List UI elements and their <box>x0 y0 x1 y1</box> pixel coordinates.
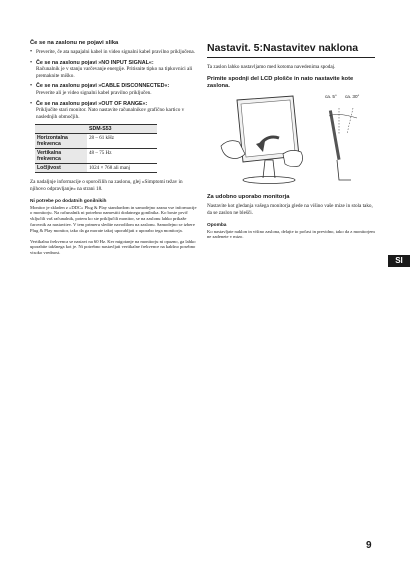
table-row-value: 1024 × 768 ali manj <box>87 164 157 173</box>
bullet-3 <box>30 83 198 96</box>
instruction-text: Primite spodnji del LCD plošče in nato nastavite kote zaslona. <box>207 76 354 90</box>
driver-note-heading: Ni potrebe po dodatnih gonilnikih <box>30 198 107 204</box>
tilt-illustration <box>219 94 365 186</box>
bullet-2-bold: Če se na zaslonu pojavi »NO INPUT SIGNAL«: <box>36 59 154 66</box>
bullet-2-text: Računalnik je v stanju varčevanje energije. Pritisnite tipko na tipkovnici ali premaknite miško. <box>36 66 193 79</box>
table-row-label: Ločljivost <box>35 164 87 173</box>
bullet-dot: • <box>30 49 33 55</box>
comfortable-use-text: Nastavite kot gledanja vašega monitorja glede na višino vaše mize in stola tako, da se zaslon ne blešči. <box>207 203 373 216</box>
table-row <box>35 149 157 164</box>
comfortable-use-heading: Za udobno uporabo monitorja <box>207 194 290 201</box>
angle-label-5: ca. 5° <box>325 94 337 100</box>
monitor-tilt-icon <box>219 94 365 186</box>
bullet-3-text: Preverite ali je video signalni kabel pravilno priključen. <box>36 89 152 96</box>
bullet-3-bold: Če se na zaslonu pojavi »CABLE DISCONNECTED«: <box>36 83 170 90</box>
bullet-2 <box>30 60 198 80</box>
frequency-table <box>35 124 157 173</box>
note-heading: Opomba <box>207 222 227 228</box>
table-row <box>35 164 157 173</box>
bullet-4-bold: Če se na zaslonu pojavi »OUT OF RANGE«: <box>36 100 148 107</box>
message-reference: Za nadaljnje informacije o sporočilih na zaslonu, glej »Simptomi težav in njihovo odpravljanje« na strani 18. <box>30 179 183 192</box>
section-title: Nastavit. 5:Nastavitev naklona <box>207 42 359 54</box>
table-row-label: Vertikalna frekvenca <box>35 149 87 164</box>
driver-note-text: Monitor je skladen z »DDC« Plug & Play standardom in samodejno zazna vse informacije o monitorju. Na računalnik ni potrebno namestiti dodatnega gonilnika. Ko boste prvič vključili vaš računalnik, potem ko ste priključili monitor, se na zaslonu lahko prikaže čarovnik za nastavitev. V tem primeru sledite navodilom na zaslonu. Samodejno se izbere Plug & Play monitor, tako da ga morate takoj uporabljati z uporabo tega monitorja. <box>30 204 197 233</box>
table-header-model: SDM-S53 <box>87 125 157 134</box>
left-column <box>30 40 198 256</box>
language-tab: SI <box>388 255 410 267</box>
page-number: 9 <box>366 540 372 551</box>
table-row <box>35 134 157 149</box>
no-image-heading: Če se na zaslonu ne pojavi slika <box>30 40 119 46</box>
angle-label-30: ca. 30° <box>345 94 360 100</box>
table-row-value: 48 – 75 Hz <box>87 149 157 164</box>
title-divider <box>207 57 375 58</box>
right-column <box>207 42 375 240</box>
bullet-1-text: Preverite, če ata napajalni kabel in video signalni kabel pravilno priključena. <box>36 49 196 55</box>
bullet-4 <box>30 101 198 121</box>
bullet-1 <box>30 49 198 56</box>
table-row-value: 28 – 61 kHz <box>87 134 157 149</box>
intro-text: Ta zaslon lahko nastavljamo med kotoma navedenima spodaj. <box>207 63 336 70</box>
bullet-dot: • <box>30 83 33 90</box>
table-corner <box>35 125 87 134</box>
vertical-frequency-note: Vertikalna frekvenca se nastavi na 60 Hz. Ker migotanje na monitorju ni opazno, ga lahko uporabite takšnega kot je. Ni potrebno nastavljati vertikalne frekvence na kakšno posebno visoko vrednost. <box>30 238 196 256</box>
table-row-label: Horizontalna frekvenca <box>35 134 87 149</box>
note-text: Ko nastavljate naklon in višino zaslona, delajte to počasi in previdno, tako da z monitorjem ne zadenete v mizo. <box>207 228 375 240</box>
bullet-dot: • <box>30 100 33 107</box>
bullet-dot: • <box>30 59 33 66</box>
bullet-4-text: Priključite stari monitor. Nato nastavite računalnikov grafično kartico v naslednjih območjih. <box>36 107 185 120</box>
